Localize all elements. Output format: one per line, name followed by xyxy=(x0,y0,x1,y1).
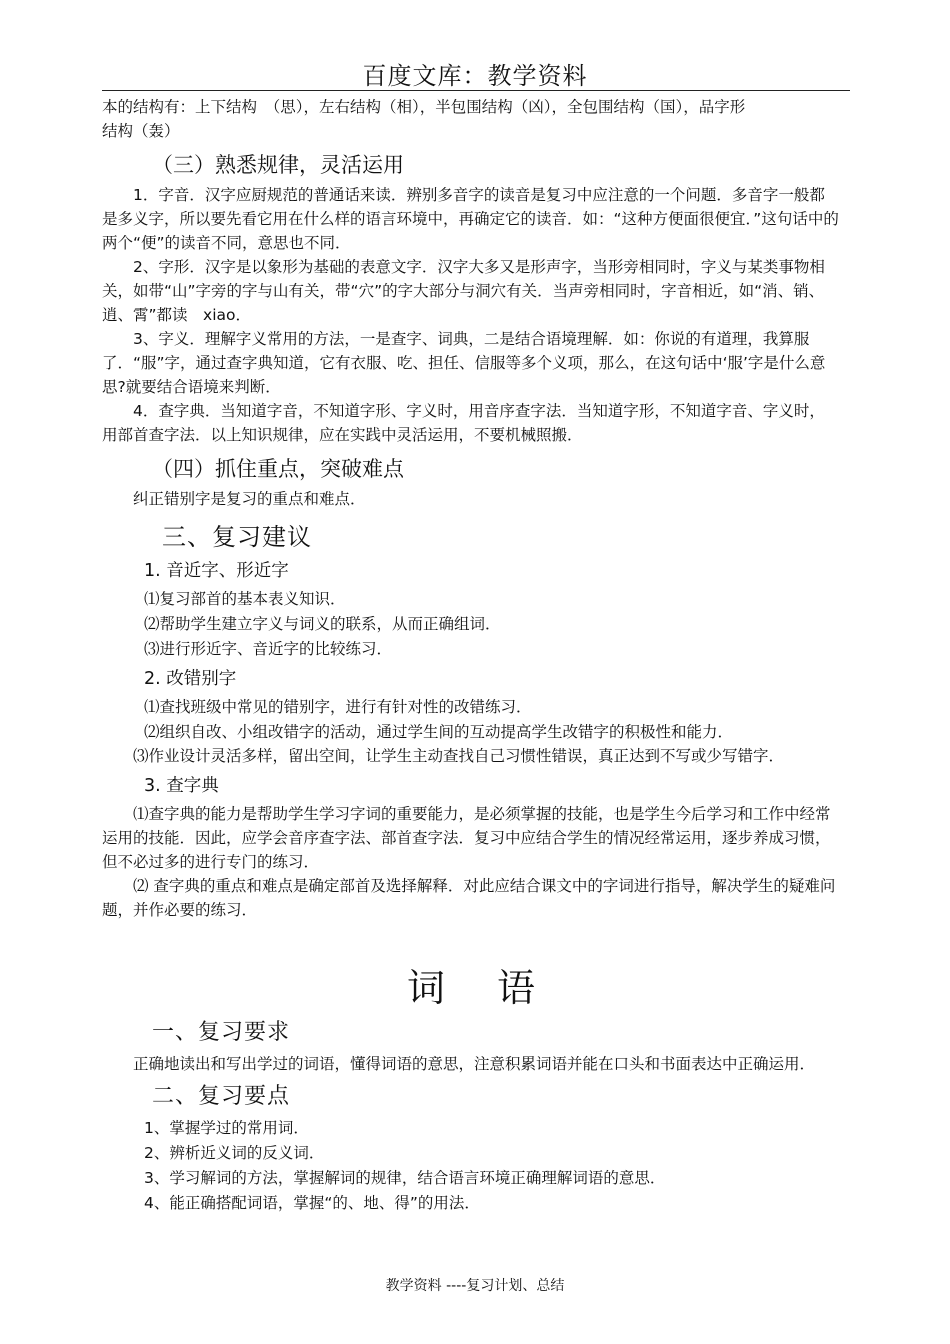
list-item: ⑴查字典的能力是帮助学生学习字词的重要能力，是必须掌握的技能，也是学生今后学习和工作中经常运用的技能．因此，应学会音序查字法、部首查字法．复习中应结合学生的情况经常运用，逐步养成习惯，但不必过多的进行专门的练习． xyxy=(102,805,831,871)
list-item: ⑴复习部首的基本表义知识． xyxy=(144,590,346,608)
intro-line: 结构（轰） xyxy=(102,122,180,140)
group-heading: 1. 音近字、形近字 xyxy=(144,561,289,581)
list-item: ⑵组织自改、小组改错字的活动，通过学生间的互动提高学生改错字的积极性和能力． xyxy=(144,723,734,741)
paragraph: 4．查字典．当知道字音，不知道字形、字义时，用音序查字法．当知道字形，不知道字音、字义时，用部首查字法．以上知识规律，应在实践中灵活运用，不要机械照搬． xyxy=(102,402,825,444)
intro-line: 本的结构有：上下结构 （思），左右结构（相），半包围结构（凶），全包围结构（国），品字形 xyxy=(102,98,746,116)
paragraph: 2、字形．汉字是以象形为基础的表意文字．汉字大多又是形声字，当形旁相同时，字义与某类事物相关，如带“山”字旁的字与山有关，带“穴”的字大部分与洞穴有关．当声旁相同时，字音相近，如“消、销、逍、霄”都读 xiao． xyxy=(102,258,825,324)
list-item: 2、辨析近义词的反义词． xyxy=(144,1144,325,1162)
paragraph: 纠正错别字是复习的重点和难点． xyxy=(133,490,366,508)
part-heading: 二、复习要点 xyxy=(152,1084,291,1109)
words-title: 词语 xyxy=(406,966,587,1010)
list-item: 1、掌握学过的常用词． xyxy=(144,1119,309,1137)
section-heading: （四）抓住重点，突破难点 xyxy=(152,457,404,481)
list-item: 4、能正确搭配词语，掌握“的、地、得”的用法． xyxy=(144,1194,480,1212)
list-item: 3、学习解词的方法，掌握解词的规律，结合语言环境正确理解词语的意思． xyxy=(144,1169,666,1187)
list-item: ⑶作业设计灵活多样，留出空间，让学生主动查找自己习惯性错误，真正达到不写或少写错字． xyxy=(133,747,785,765)
section-heading: （三）熟悉规律，灵活运用 xyxy=(152,153,404,177)
page-header-title: 百度文库：教学资料 xyxy=(362,62,588,90)
paragraph: 3、字义．理解字义常用的方法，一是查字、词典，二是结合语境理解．如：你说的有道理，我算服了．“服”字，通过查字典知道，它有衣服、吃、担任、信服等多个义项，那么，在这句话中‘服’字是什么意思?就要结合语境来判断． xyxy=(102,330,826,396)
list-item: ⑶进行形近字、音近字的比较练习． xyxy=(144,640,393,658)
document-body xyxy=(102,95,840,1215)
list-item: ⑴查找班级中常见的错别字，进行有针对性的改错练习． xyxy=(144,698,532,716)
paragraph: 正确地读出和写出学过的词语，懂得词语的意思，注意积累词语并能在口头和书面表达中正确运用． xyxy=(133,1055,816,1073)
group-heading: 3. 查字典 xyxy=(144,776,219,796)
part-heading: 一、复习要求 xyxy=(152,1020,291,1045)
list-item: ⑵帮助学生建立字义与词义的联系，从而正确组词． xyxy=(144,615,501,633)
list-item: ⑵ 查字典的重点和难点是确定部首及选择解释．对此应结合课文中的字词进行指导，解决学生的疑难问题，并作必要的练习． xyxy=(102,877,836,919)
group-heading: 2. 改错别字 xyxy=(144,669,237,689)
page-footer: 教学资料 ----复习计划、总结 xyxy=(385,1278,565,1294)
part-heading: 三、复习建议 xyxy=(162,523,312,551)
header-divider xyxy=(102,90,850,91)
paragraph: 1．字音．汉字应厨规范的普通话来读．辨别多音字的读音是复习中应注意的一个问题．多音字一般都是多义字，所以要先看它用在什么样的语言环境中，再确定它的读音．如：“这种方便面很便宜．”这句话中的两个“便”的读音不同，意思也不同． xyxy=(102,186,839,252)
